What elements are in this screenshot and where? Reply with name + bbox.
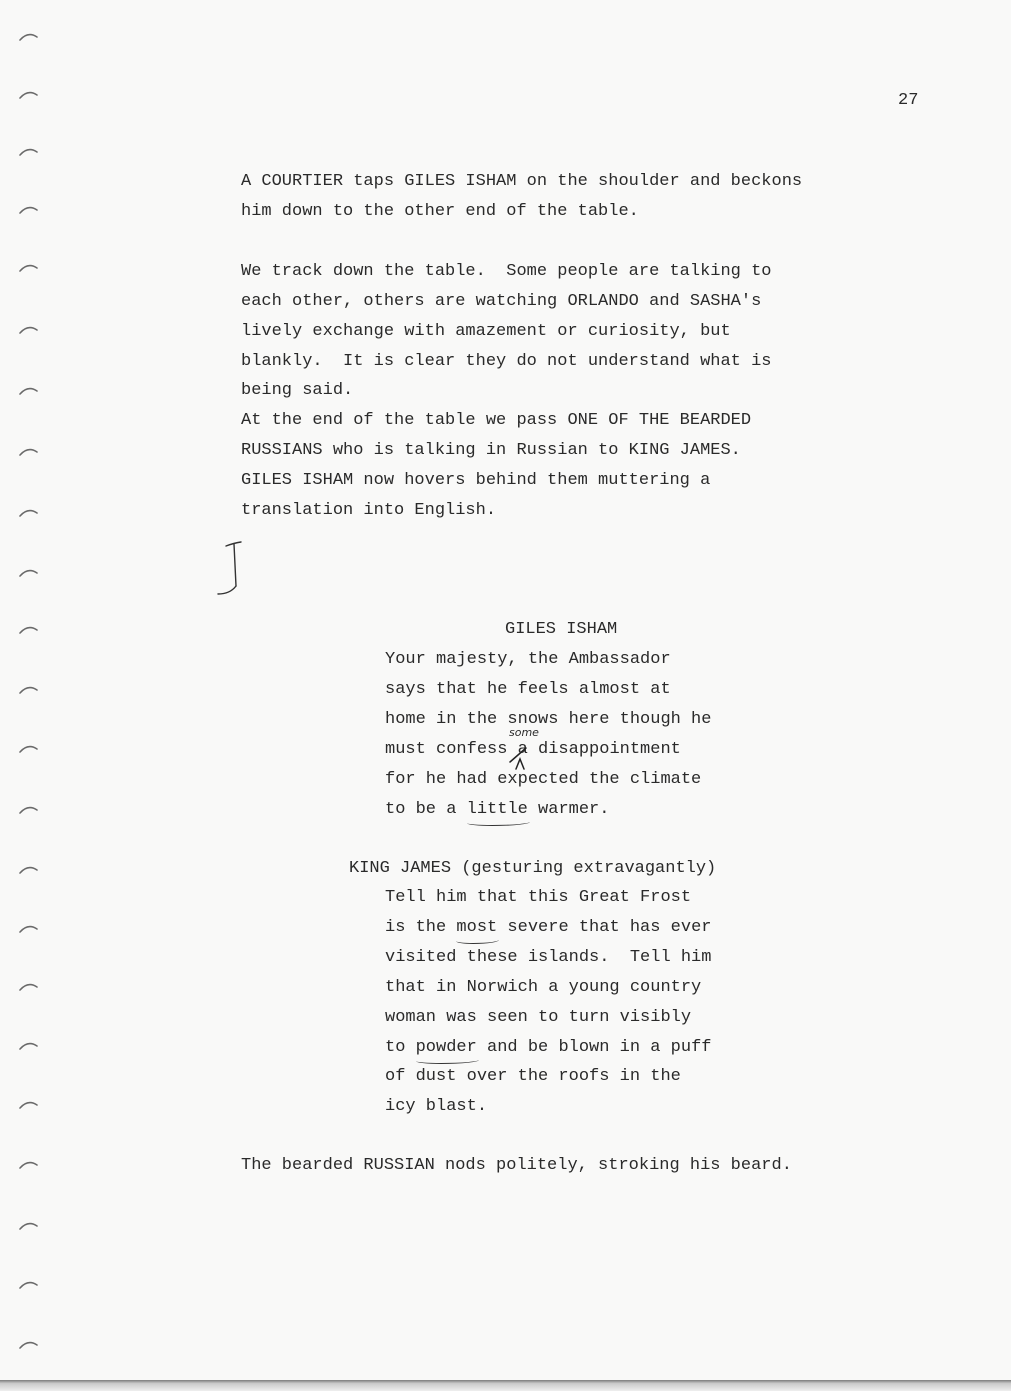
binder-holes bbox=[0, 0, 60, 1391]
action-line: each other, others are watching ORLANDO and SASHA's bbox=[241, 292, 762, 311]
dialogue-line: Tell him that this Great Frost bbox=[385, 888, 692, 907]
dialogue-line bbox=[385, 800, 609, 820]
dialogue-text: is the bbox=[385, 918, 457, 937]
underlined-word: most bbox=[456, 918, 498, 937]
dialogue-line bbox=[385, 918, 711, 938]
dialogue-line: visited these islands. Tell him bbox=[385, 948, 712, 967]
action-line: The bearded RUSSIAN nods politely, stroking his beard. bbox=[241, 1156, 792, 1175]
character-name: KING JAMES (gesturing extravagantly) bbox=[349, 859, 717, 878]
dialogue-line: of dust over the roofs in the bbox=[385, 1067, 681, 1086]
action-line: lively exchange with amazement or curiosity, but bbox=[241, 322, 731, 341]
dialogue-text: to be a bbox=[385, 800, 467, 819]
underlined-word: little bbox=[466, 800, 528, 819]
dialogue-line: that in Norwich a young country bbox=[385, 978, 702, 997]
action-line: him down to the other end of the table. bbox=[241, 202, 639, 221]
page-bottom-edge bbox=[0, 1380, 1011, 1391]
action-line: translation into English. bbox=[241, 501, 497, 520]
dialogue-line bbox=[385, 1038, 711, 1058]
page-number: 27 bbox=[898, 91, 919, 110]
dialogue-text: disappointment bbox=[527, 740, 681, 759]
character-name: GILES ISHAM bbox=[505, 620, 618, 639]
dialogue-line: woman was seen to turn visibly bbox=[385, 1008, 692, 1027]
struck-word: a bbox=[517, 740, 528, 759]
dialogue-line: for he had expected the climate bbox=[385, 770, 702, 789]
action-line: blankly. It is clear they do not understand what is bbox=[241, 352, 772, 371]
margin-bracket-mark bbox=[212, 538, 252, 600]
dialogue-text: and be blown in a puff bbox=[476, 1038, 712, 1057]
action-line: GILES ISHAM now hovers behind them muttering a bbox=[241, 471, 711, 490]
dialogue-line: icy blast. bbox=[385, 1097, 488, 1116]
action-line: A COURTIER taps GILES ISHAM on the shoulder and beckons bbox=[241, 172, 803, 191]
dialogue-text: severe that has ever bbox=[497, 918, 712, 937]
action-line: At the end of the table we pass ONE OF THE BEARDED bbox=[241, 411, 752, 430]
underlined-word: powder bbox=[415, 1038, 477, 1057]
dialogue-text: must confess bbox=[385, 740, 518, 759]
action-line: We track down the table. Some people are talking to bbox=[241, 262, 772, 281]
dialogue-line: Your majesty, the Ambassador bbox=[385, 650, 671, 669]
dialogue-line: says that he feels almost at bbox=[385, 680, 671, 699]
dialogue-line: home in the snows here though he bbox=[385, 710, 712, 729]
action-line: being said. bbox=[241, 381, 354, 400]
handwritten-insertion: some bbox=[509, 726, 539, 739]
action-line: RUSSIANS who is talking in Russian to KING JAMES. bbox=[241, 441, 741, 460]
dialogue-text: warmer. bbox=[527, 800, 610, 819]
dialogue-text: to bbox=[385, 1038, 416, 1057]
